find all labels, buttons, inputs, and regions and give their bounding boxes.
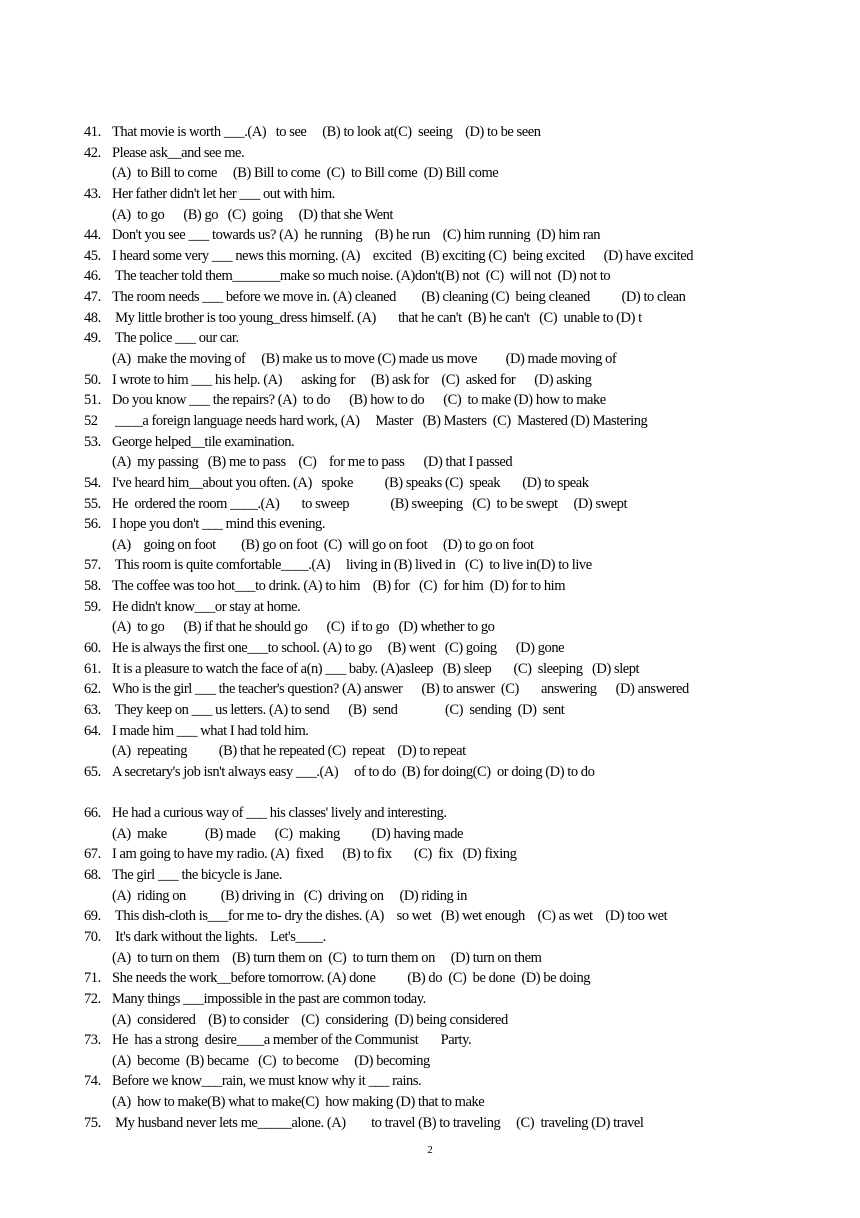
answer-options-line xyxy=(84,741,784,762)
question-text: He is always the first one___to school. (A) to go (B) went (C) going (D) gone xyxy=(112,640,565,657)
answer-options: (A) make the moving of (B) make us to move (C) made us move (D) made moving of xyxy=(112,351,617,368)
answer-options: (A) become (B) became (C) to become (D) becoming xyxy=(112,1052,430,1069)
question-number: 58. xyxy=(84,578,101,595)
answer-options-line xyxy=(84,163,784,184)
question-number: 63. xyxy=(84,701,101,718)
question-text: He ordered the room ____.(A) to sweep (B) sweeping (C) to be swept (D) swept xyxy=(112,495,628,512)
question-line xyxy=(84,390,784,411)
question-number: 53. xyxy=(84,433,101,450)
question-line xyxy=(84,721,784,742)
page-number: 2 xyxy=(427,1144,433,1156)
question-number: 57. xyxy=(84,557,101,574)
question-text: Please ask__and see me. xyxy=(112,144,245,161)
question-line xyxy=(84,184,784,205)
question-number: 65. xyxy=(84,763,101,780)
question-line xyxy=(84,844,784,865)
question-text: The police ___ our car. xyxy=(112,330,239,347)
question-text: It's dark without the lights. Let's____. xyxy=(112,928,326,945)
question-number: 61. xyxy=(84,660,101,677)
question-line xyxy=(84,927,784,948)
question-text: He didn't know___or stay at home. xyxy=(112,598,301,615)
question-text: Many things ___impossible in the past are common today. xyxy=(112,990,426,1007)
answer-options-line xyxy=(84,1051,784,1072)
question-number: 71. xyxy=(84,970,101,987)
question-line xyxy=(84,597,784,618)
question-text: The coffee was too hot___to drink. (A) to him (B) for (C) for him (D) for to him xyxy=(112,578,566,595)
question-text: Do you know ___ the repairs? (A) to do (B) how to do (C) to make (D) how to make xyxy=(112,392,606,409)
question-number: 47. xyxy=(84,289,101,306)
question-text: The teacher told them_______make so much noise. (A)don't(B) not (C) will not (D) not to xyxy=(112,268,611,285)
question-number: 69. xyxy=(84,908,101,925)
question-line xyxy=(84,225,784,246)
answer-options: (A) to go (B) if that he should go (C) if to go (D) whether to go xyxy=(112,619,495,636)
question-number: 54. xyxy=(84,474,101,491)
question-line xyxy=(84,514,784,535)
answer-options-line xyxy=(84,452,784,473)
question-number: 68. xyxy=(84,867,101,884)
question-text: Before we know___rain, we must know why it ___ rains. xyxy=(112,1073,422,1090)
question-number: 72. xyxy=(84,990,101,1007)
answer-options-line xyxy=(84,617,784,638)
answer-options-line xyxy=(84,1010,784,1031)
question-text: My little brother is too young_dress himself. (A) that he can't (B) he can't (C) unable to (D) t xyxy=(112,309,642,326)
question-line xyxy=(84,1030,784,1051)
question-line xyxy=(84,308,784,329)
question-number: 52 xyxy=(84,412,98,429)
question-text: I am going to have my radio. (A) fixed (B) to fix (C) fix (D) fixing xyxy=(112,846,517,863)
question-line xyxy=(84,968,784,989)
question-text: The girl ___ the bicycle is Jane. xyxy=(112,867,282,884)
answer-options-line xyxy=(84,349,784,370)
question-number: 50. xyxy=(84,371,101,388)
question-number: 49. xyxy=(84,330,101,347)
question-text: This room is quite comfortable____.(A) living in (B) lived in (C) to live in(D) to live xyxy=(112,557,592,574)
question-text: This dish-cloth is___for me to- dry the dishes. (A) so wet (B) wet enough (C) as wet (D) too wet xyxy=(112,908,668,925)
question-number: 56. xyxy=(84,516,101,533)
answer-options-line xyxy=(84,948,784,969)
question-list xyxy=(84,122,784,1133)
answer-options: (A) riding on (B) driving in (C) driving on (D) riding in xyxy=(112,887,467,904)
question-line xyxy=(84,555,784,576)
question-text: I hope you don't ___ mind this evening. xyxy=(112,516,326,533)
blank-line xyxy=(84,783,784,804)
question-number: 41. xyxy=(84,124,101,140)
answer-options-line xyxy=(84,535,784,556)
question-line xyxy=(84,122,784,143)
question-line xyxy=(84,679,784,700)
question-line xyxy=(84,762,784,783)
question-number: 46. xyxy=(84,268,101,285)
question-line xyxy=(84,803,784,824)
question-number: 74. xyxy=(84,1073,101,1090)
question-text: The room needs ___ before we move in. (A) cleaned (B) cleaning (C) being cleaned (D) to clean xyxy=(112,289,686,306)
answer-options-line xyxy=(84,205,784,226)
question-number: 60. xyxy=(84,640,101,657)
question-text: I made him ___ what I had told him. xyxy=(112,722,309,739)
question-line xyxy=(84,370,784,391)
question-text: My husband never lets me_____alone. (A) to travel (B) to traveling (C) traveling (D) travel xyxy=(112,1114,644,1131)
question-line xyxy=(84,638,784,659)
question-number: 73. xyxy=(84,1032,101,1049)
question-line xyxy=(84,328,784,349)
question-text: Her father didn't let her ___ out with him. xyxy=(112,185,335,202)
question-line xyxy=(84,143,784,164)
question-text: Don't you see ___ towards us? (A) he running (B) he run (C) him running (D) him ran xyxy=(112,227,600,244)
question-number: 66. xyxy=(84,805,101,822)
question-text: I wrote to him ___ his help. (A) asking for (B) ask for (C) asked for (D) asking xyxy=(112,371,592,388)
question-text: She needs the work__before tomorrow. (A) done (B) do (C) be done (D) be doing xyxy=(112,970,591,987)
question-line xyxy=(84,576,784,597)
question-text: Who is the girl ___ the teacher's question? (A) answer (B) to answer (C) answering (D) answered xyxy=(112,681,689,698)
question-text: A secretary's job isn't always easy ___.(A) of to do (B) for doing(C) or doing (D) to do xyxy=(112,763,595,780)
answer-options: (A) going on foot (B) go on foot (C) will go on foot (D) to go on foot xyxy=(112,536,534,553)
question-text: He has a strong desire____a member of the Communist Party. xyxy=(112,1032,472,1049)
question-number: 48. xyxy=(84,309,101,326)
question-number: 51. xyxy=(84,392,101,409)
question-line xyxy=(84,266,784,287)
answer-options: (A) how to make(B) what to make(C) how making (D) that to make xyxy=(112,1094,485,1111)
question-line xyxy=(84,865,784,886)
question-text: I've heard him__about you often. (A) spoke (B) speaks (C) speak (D) to speak xyxy=(112,474,589,491)
answer-options-line xyxy=(84,1092,784,1113)
question-line xyxy=(84,700,784,721)
answer-options: (A) repeating (B) that he repeated (C) repeat (D) to repeat xyxy=(112,743,466,760)
question-text: ____a foreign language needs hard work, (A) Master (B) Masters (C) Mastered (D) Mastering xyxy=(112,412,648,429)
question-line xyxy=(84,246,784,267)
question-number: 59. xyxy=(84,598,101,615)
question-line xyxy=(84,432,784,453)
answer-options: (A) to turn on them (B) turn them on (C) to turn them on (D) turn on them xyxy=(112,949,542,966)
question-line xyxy=(84,1071,784,1092)
question-number: 43. xyxy=(84,185,101,202)
question-number: 62. xyxy=(84,681,101,698)
question-line xyxy=(84,411,784,432)
question-number: 75. xyxy=(84,1114,101,1131)
question-text: He had a curious way of ___ his classes' lively and interesting. xyxy=(112,805,447,822)
answer-options: (A) to Bill to come (B) Bill to come (C) to Bill come (D) Bill come xyxy=(112,165,499,182)
question-line xyxy=(84,473,784,494)
answer-options-line xyxy=(84,886,784,907)
question-number: 42. xyxy=(84,144,101,161)
answer-options: (A) considered (B) to consider (C) considering (D) being considered xyxy=(112,1011,508,1028)
question-text: They keep on ___ us letters. (A) to send (B) send (C) sending (D) sent xyxy=(112,701,565,718)
question-number: 45. xyxy=(84,247,101,264)
question-text: That movie is worth ___.(A) to see (B) to look at(C) seeing (D) to be seen xyxy=(112,124,541,140)
question-text: It is a pleasure to watch the face of a(n) ___ baby. (A)asleep (B) sleep (C) sleeping (D) slept xyxy=(112,660,640,677)
answer-options: (A) my passing (B) me to pass (C) for me to pass (D) that I passed xyxy=(112,454,513,471)
question-line xyxy=(84,906,784,927)
answer-options: (A) make (B) made (C) making (D) having made xyxy=(112,825,463,842)
question-line xyxy=(84,1113,784,1134)
question-number: 44. xyxy=(84,227,101,244)
question-number: 64. xyxy=(84,722,101,739)
answer-options-line xyxy=(84,824,784,845)
question-line xyxy=(84,989,784,1010)
question-number: 55. xyxy=(84,495,101,512)
question-line xyxy=(84,659,784,680)
answer-options: (A) to go (B) go (C) going (D) that she Went xyxy=(112,206,393,223)
question-number: 67. xyxy=(84,846,101,863)
question-line xyxy=(84,287,784,308)
question-line xyxy=(84,494,784,515)
question-number: 70. xyxy=(84,928,101,945)
question-text: I heard some very ___ news this morning. (A) excited (B) exciting (C) being excited (D) have excited xyxy=(112,247,694,264)
question-text: George helped__tile examination. xyxy=(112,433,295,450)
